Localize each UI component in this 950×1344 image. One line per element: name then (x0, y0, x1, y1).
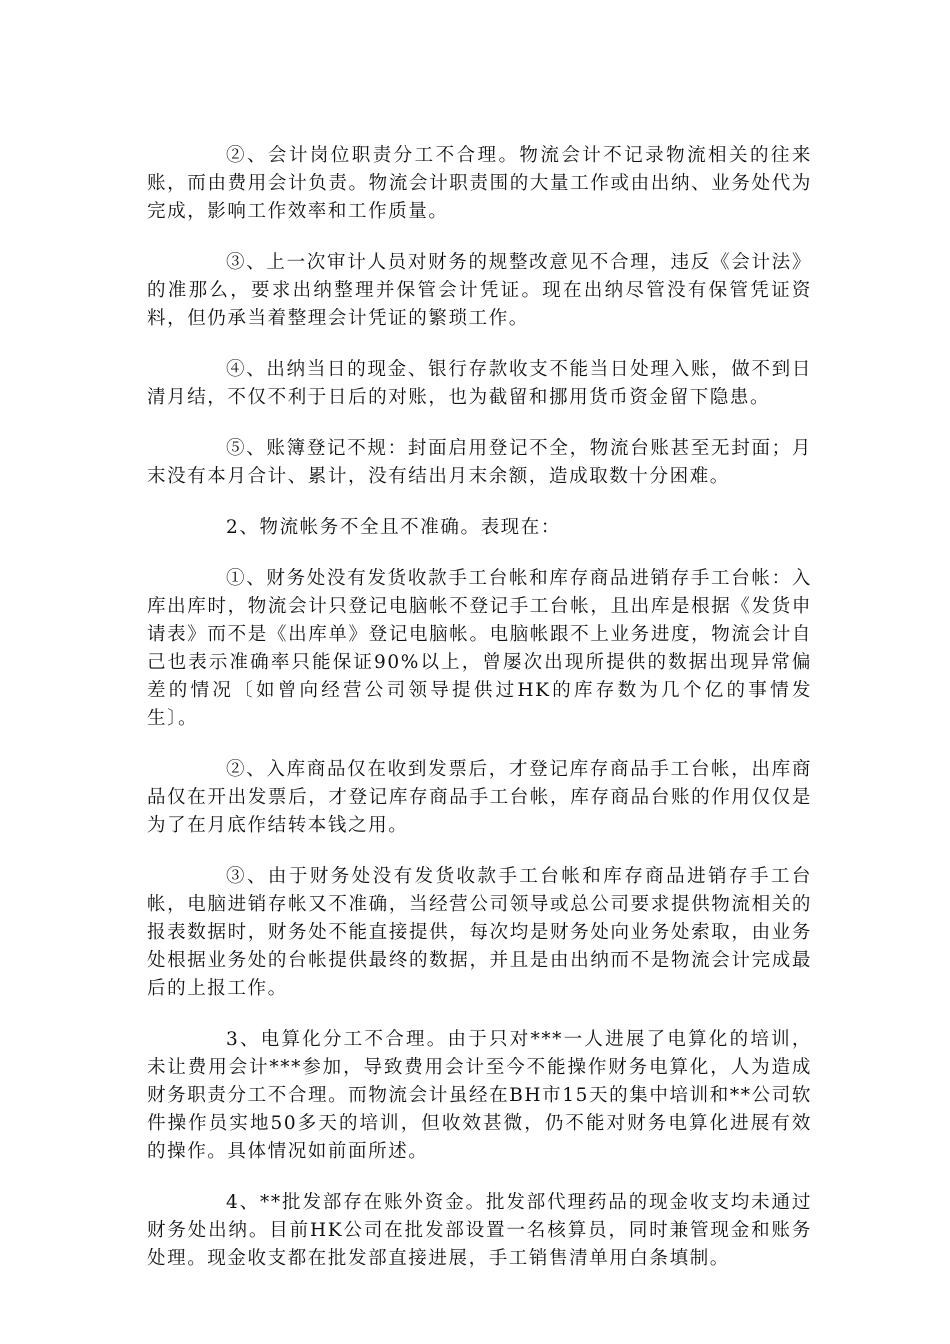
document-body (147, 142, 812, 1296)
paragraph-off-book-funds: 4、**批发部存在账外资金。批发部代理药品的现金收支均未通过财务处出纳。目前HK公司在批发部设置一名核算员，同时兼管现金和账务处理。现金收支都在批发部直接进展，手工销售清单用白条填制。 (147, 1192, 812, 1269)
paragraph-manual-ledger: ①、财务处没有发货收款手工台帐和库存商品进销存手工台帐：入库出库时，物流会计只登记电脑帐不登记手工台帐，且出库是根据《发货申请表》而不是《出库单》登记电脑帐。电脑帐跟不上业务进度，物流会计自己也表示准确率只能保证90%以上，曾屡次出现所提供的数据出现异常偏差的情况〔如曾向经营公司领导提供过HK的库存数为几个亿的事情发生〕。 (147, 568, 812, 729)
paragraph-computerization: 3、电算化分工不合理。由于只对***一人进展了电算化的培训，未让费用会计***参加，导致费用会计至今不能操作财务电算化，人为造成财务职责分工不合理。而物流会计虽经在BH市15天的集中培训和**公司软件操作员实地50多天的培训，但收效甚微，仍不能对财务电算化进展有效的操作。具体情况如前面所述。 (147, 1029, 812, 1162)
paragraph-duty-division: ②、会计岗位职责分工不合理。物流会计不记录物流相关的往来账，而由费用会计负责。物流会计职责围的大量工作或由出纳、业务处代为完成，影响工作效率和工作质量。 (147, 145, 812, 222)
paragraph-ledger-registration: ⑤、账簿登记不规：封面启用登记不全，物流台账甚至无封面；月末没有本月合计、累计，没有结出月末余额，造成取数十分困难。 (147, 438, 812, 487)
paragraph-daily-cash: ④、出纳当日的现金、银行存款收支不能当日处理入账，做不到日清月结，不仅不利于日后的对账，也为截留和挪用货币资金留下隐患。 (147, 359, 812, 408)
paragraph-audit-opinion: ③、上一次审计人员对财务的规整改意见不合理，违反《会计法》的准那么，要求出纳整理并保管会计凭证。现在出纳尽管没有保管凭证资料，但仍承当着整理会计凭证的繁琐工作。 (147, 252, 812, 329)
paragraph-logistics-accounts-heading: 2、物流帐务不全且不准确。表现在： (226, 517, 561, 538)
paragraph-report-data: ③、由于财务处没有发货收款手工台帐和库存商品进销存手工台帐，电脑进销存帐又不准确，当经营公司领导或总公司要求提供物流相关的报表数据时，财务处不能直接提供，每次均是财务处向业务处索取，由业务处根据业务处的台帐提供最终的数据，并且是由出纳而不是物流会计完成最后的上报工作。 (147, 866, 812, 999)
paragraph-inventory-ledger: ②、入库商品仅在收到发票后，才登记库存商品手工台帐，出库商品仅在开出发票后，才登记库存商品手工台帐，库存商品台账的作用仅仅是为了在月底作结转本钱之用。 (147, 759, 812, 836)
